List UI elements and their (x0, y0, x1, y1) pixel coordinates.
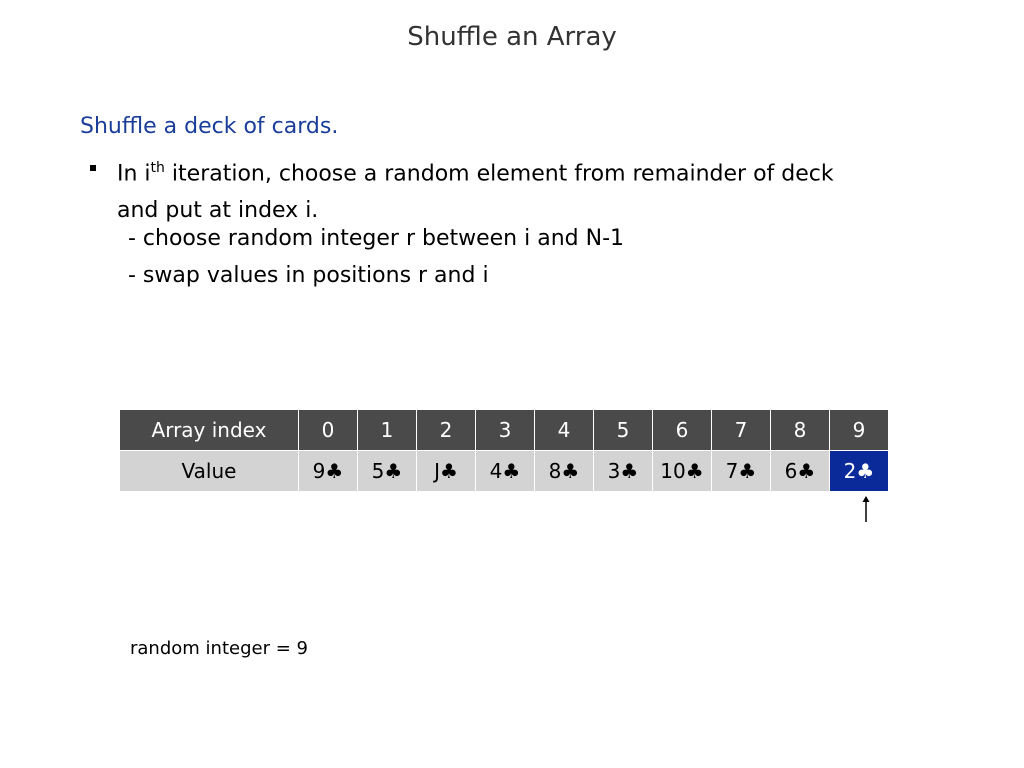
value-cell-highlighted: 2♣ (830, 451, 889, 492)
bullet-line1: iteration, choose a random element from remainder of deck (164, 161, 834, 187)
value-cell: 4♣ (476, 451, 535, 492)
bullet-marker (90, 165, 96, 171)
index-cell: 6 (653, 410, 712, 451)
slide-title: Shuffle an Array (407, 22, 617, 52)
index-row (120, 410, 889, 451)
bullet-item (90, 150, 930, 229)
value-cell: J♣ (417, 451, 476, 492)
value-cell: 9♣ (299, 451, 358, 492)
index-cell: 1 (358, 410, 417, 451)
sub-item-choose: - choose random integer r between i and N-1 (128, 226, 624, 251)
bullet-line2: and put at index i. (117, 198, 319, 224)
value-cell: 5♣ (358, 451, 417, 492)
value-cell: 7♣ (712, 451, 771, 492)
index-cell: 5 (594, 410, 653, 451)
index-cell: 9 (830, 410, 889, 451)
array-table (119, 409, 889, 492)
slide-heading: Shuffle a deck of cards. (80, 114, 339, 139)
value-cell: 10♣ (653, 451, 712, 492)
bullet-superscript: th (150, 160, 165, 176)
index-cell: 4 (535, 410, 594, 451)
index-cell: 0 (299, 410, 358, 451)
index-label: Array index (120, 410, 299, 451)
index-cell: 2 (417, 410, 476, 451)
value-label: Value (120, 451, 299, 492)
index-cell: 7 (712, 410, 771, 451)
value-row (120, 451, 889, 492)
up-arrow-icon (860, 496, 872, 522)
index-cell: 3 (476, 410, 535, 451)
sub-item-swap: - swap values in positions r and i (128, 263, 489, 288)
value-cell: 6♣ (771, 451, 830, 492)
value-cell: 8♣ (535, 451, 594, 492)
value-cell: 3♣ (594, 451, 653, 492)
index-cell: 8 (771, 410, 830, 451)
bullet-text (117, 150, 930, 229)
bullet-prefix: In i (117, 161, 151, 187)
random-integer-text: random integer = 9 (130, 638, 308, 659)
